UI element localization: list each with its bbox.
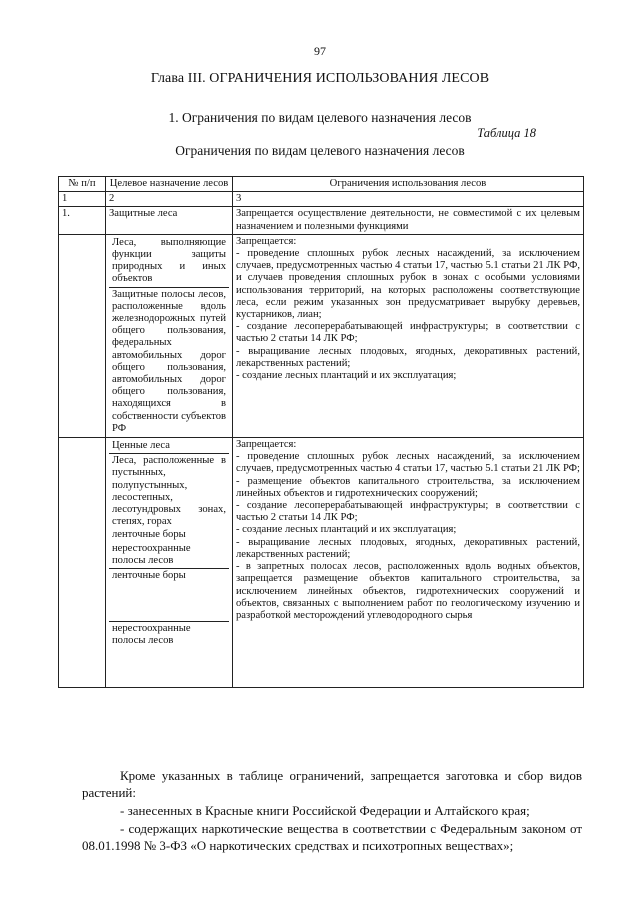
- purpose-spawning-strips: нерестоохранные полосы лесов: [109, 542, 229, 569]
- table-title: Ограничения по видам целевого назначения лесов: [175, 143, 465, 158]
- purpose-spawning-strips-2: нерестоохранные полосы лесов: [112, 623, 191, 647]
- restriction-item: - создание лесных плантаций и их эксплуатация;: [236, 524, 457, 536]
- header-number-3: 3: [233, 192, 584, 207]
- row-restriction: Запрещается осуществление деятельности, не совместимой с их целевым назначением и полезными функциями: [233, 207, 584, 234]
- restriction-item: - проведение сплошных рубок лесных насаждений, за исключением случаев, предусмотренных частью 4 статьи 17, частью 5.1 статьи 21 ЛК РФ;: [236, 451, 580, 475]
- restriction-item: Запрещается:: [236, 439, 297, 451]
- purpose-ribbon-forests: ленточные боры: [112, 529, 186, 541]
- row-restriction-list: [233, 234, 584, 437]
- header-num: № п/п: [59, 177, 106, 192]
- header-purpose: Целевое назначение лесов: [106, 177, 233, 192]
- footer-paragraph: - содержащих наркотические вещества в соответствии с Федеральным законом от 08.01.1998 № 3-ФЗ «О наркотических средствах и психотропных веществах»;: [82, 821, 582, 853]
- row-number-empty: [59, 234, 106, 437]
- table-number-row: [59, 192, 584, 207]
- footer-paragraph: - занесенных в Красные книги Российской Федерации и Алтайского края;: [120, 803, 530, 818]
- restriction-item: - создание лесных плантаций и их эксплуатация;: [236, 370, 457, 382]
- restrictions-table: [58, 176, 584, 688]
- table-label: Таблица 18: [477, 126, 536, 140]
- header-restrictions: Ограничения использования лесов: [233, 177, 584, 192]
- purpose-valuable-forests: Ценные леса: [109, 439, 229, 454]
- purpose-desert-zones: Леса, расположенные в пустынных, полупустынных, лесостепных, лесотундровых зонах, степях, горах: [112, 455, 226, 528]
- restriction-item: - создание лесоперерабатывающей инфраструктуры; в соответствии с частью 2 статьи 14 ЛК РФ;: [236, 321, 580, 345]
- restriction-item: - проведение сплошных рубок лесных насаждений, за исключением случаев, предусмотренных частью 4 статьи 17, частью 5.1 статьи 21 ЛК РФ, и случаев проведения сплошных рубок в зонах с особыми условиями использования территорий, на которых расположены соответствующие леса, если режим указанных зон предусматривает вырубку деревьев, кустарников, лиан;: [236, 248, 580, 321]
- row-number: 1.: [59, 207, 106, 234]
- restriction-item: Запрещается:: [236, 235, 297, 247]
- restriction-item: - размещение объектов капитального строительства, за исключением линейных объектов и гидротехнических сооружений;: [236, 475, 580, 499]
- restriction-item: - выращивание лесных плодовых, ягодных, декоративных растений, лекарственных растений;: [236, 345, 580, 369]
- table-row: [59, 234, 584, 437]
- restriction-item: - создание лесоперерабатывающей инфраструктуры; в соответствии с частью 2 статьи 14 ЛК РФ;: [236, 500, 580, 524]
- section-title: 1. Ограничения по видам целевого назначения лесов: [168, 110, 472, 125]
- purpose-protective-strips: Защитные полосы лесов, расположенные вдоль железнодорожных путей общего пользования, федеральных автомобильных дорог общего пользования, автомобильных дорог общего пользования, находящихся в собственности субъектов РФ: [112, 288, 226, 434]
- header-number-2: 2: [106, 192, 233, 207]
- row-restriction-list: [233, 438, 584, 688]
- table-row: [59, 207, 584, 234]
- purpose-ribbon-forests-2: ленточные боры: [109, 569, 229, 622]
- purpose-protection-functions: Леса, выполняющие функции защиты природных и иных объектов: [109, 236, 229, 288]
- row-number-empty: [59, 438, 106, 688]
- table-header-row: [59, 177, 584, 192]
- table-row: [59, 438, 584, 688]
- restriction-item: - в запретных полосах лесов, расположенных вдоль водных объектов, запрещается размещение объектов капитального строительства, за исключением линейных объектов, гидротехнических сооружений и объектов, связанных с выполнением работ по геологическому изучению и разработкой месторождений углеводородного сырья: [236, 561, 580, 621]
- row-purpose-stack: [106, 234, 233, 437]
- restriction-item: - выращивание лесных плодовых, ягодных, декоративных растений, лекарственных растений;: [236, 536, 580, 560]
- page-number: 97: [314, 44, 326, 58]
- row-purpose-stack: [106, 438, 233, 688]
- row-purpose: Защитные леса: [106, 207, 233, 234]
- header-number-1: 1: [59, 192, 106, 207]
- footer-paragraph: Кроме указанных в таблице ограничений, запрещается заготовка и сбор видов растений:: [82, 768, 582, 800]
- chapter-title: Глава III. ОГРАНИЧЕНИЯ ИСПОЛЬЗОВАНИЯ ЛЕСОВ: [150, 71, 490, 86]
